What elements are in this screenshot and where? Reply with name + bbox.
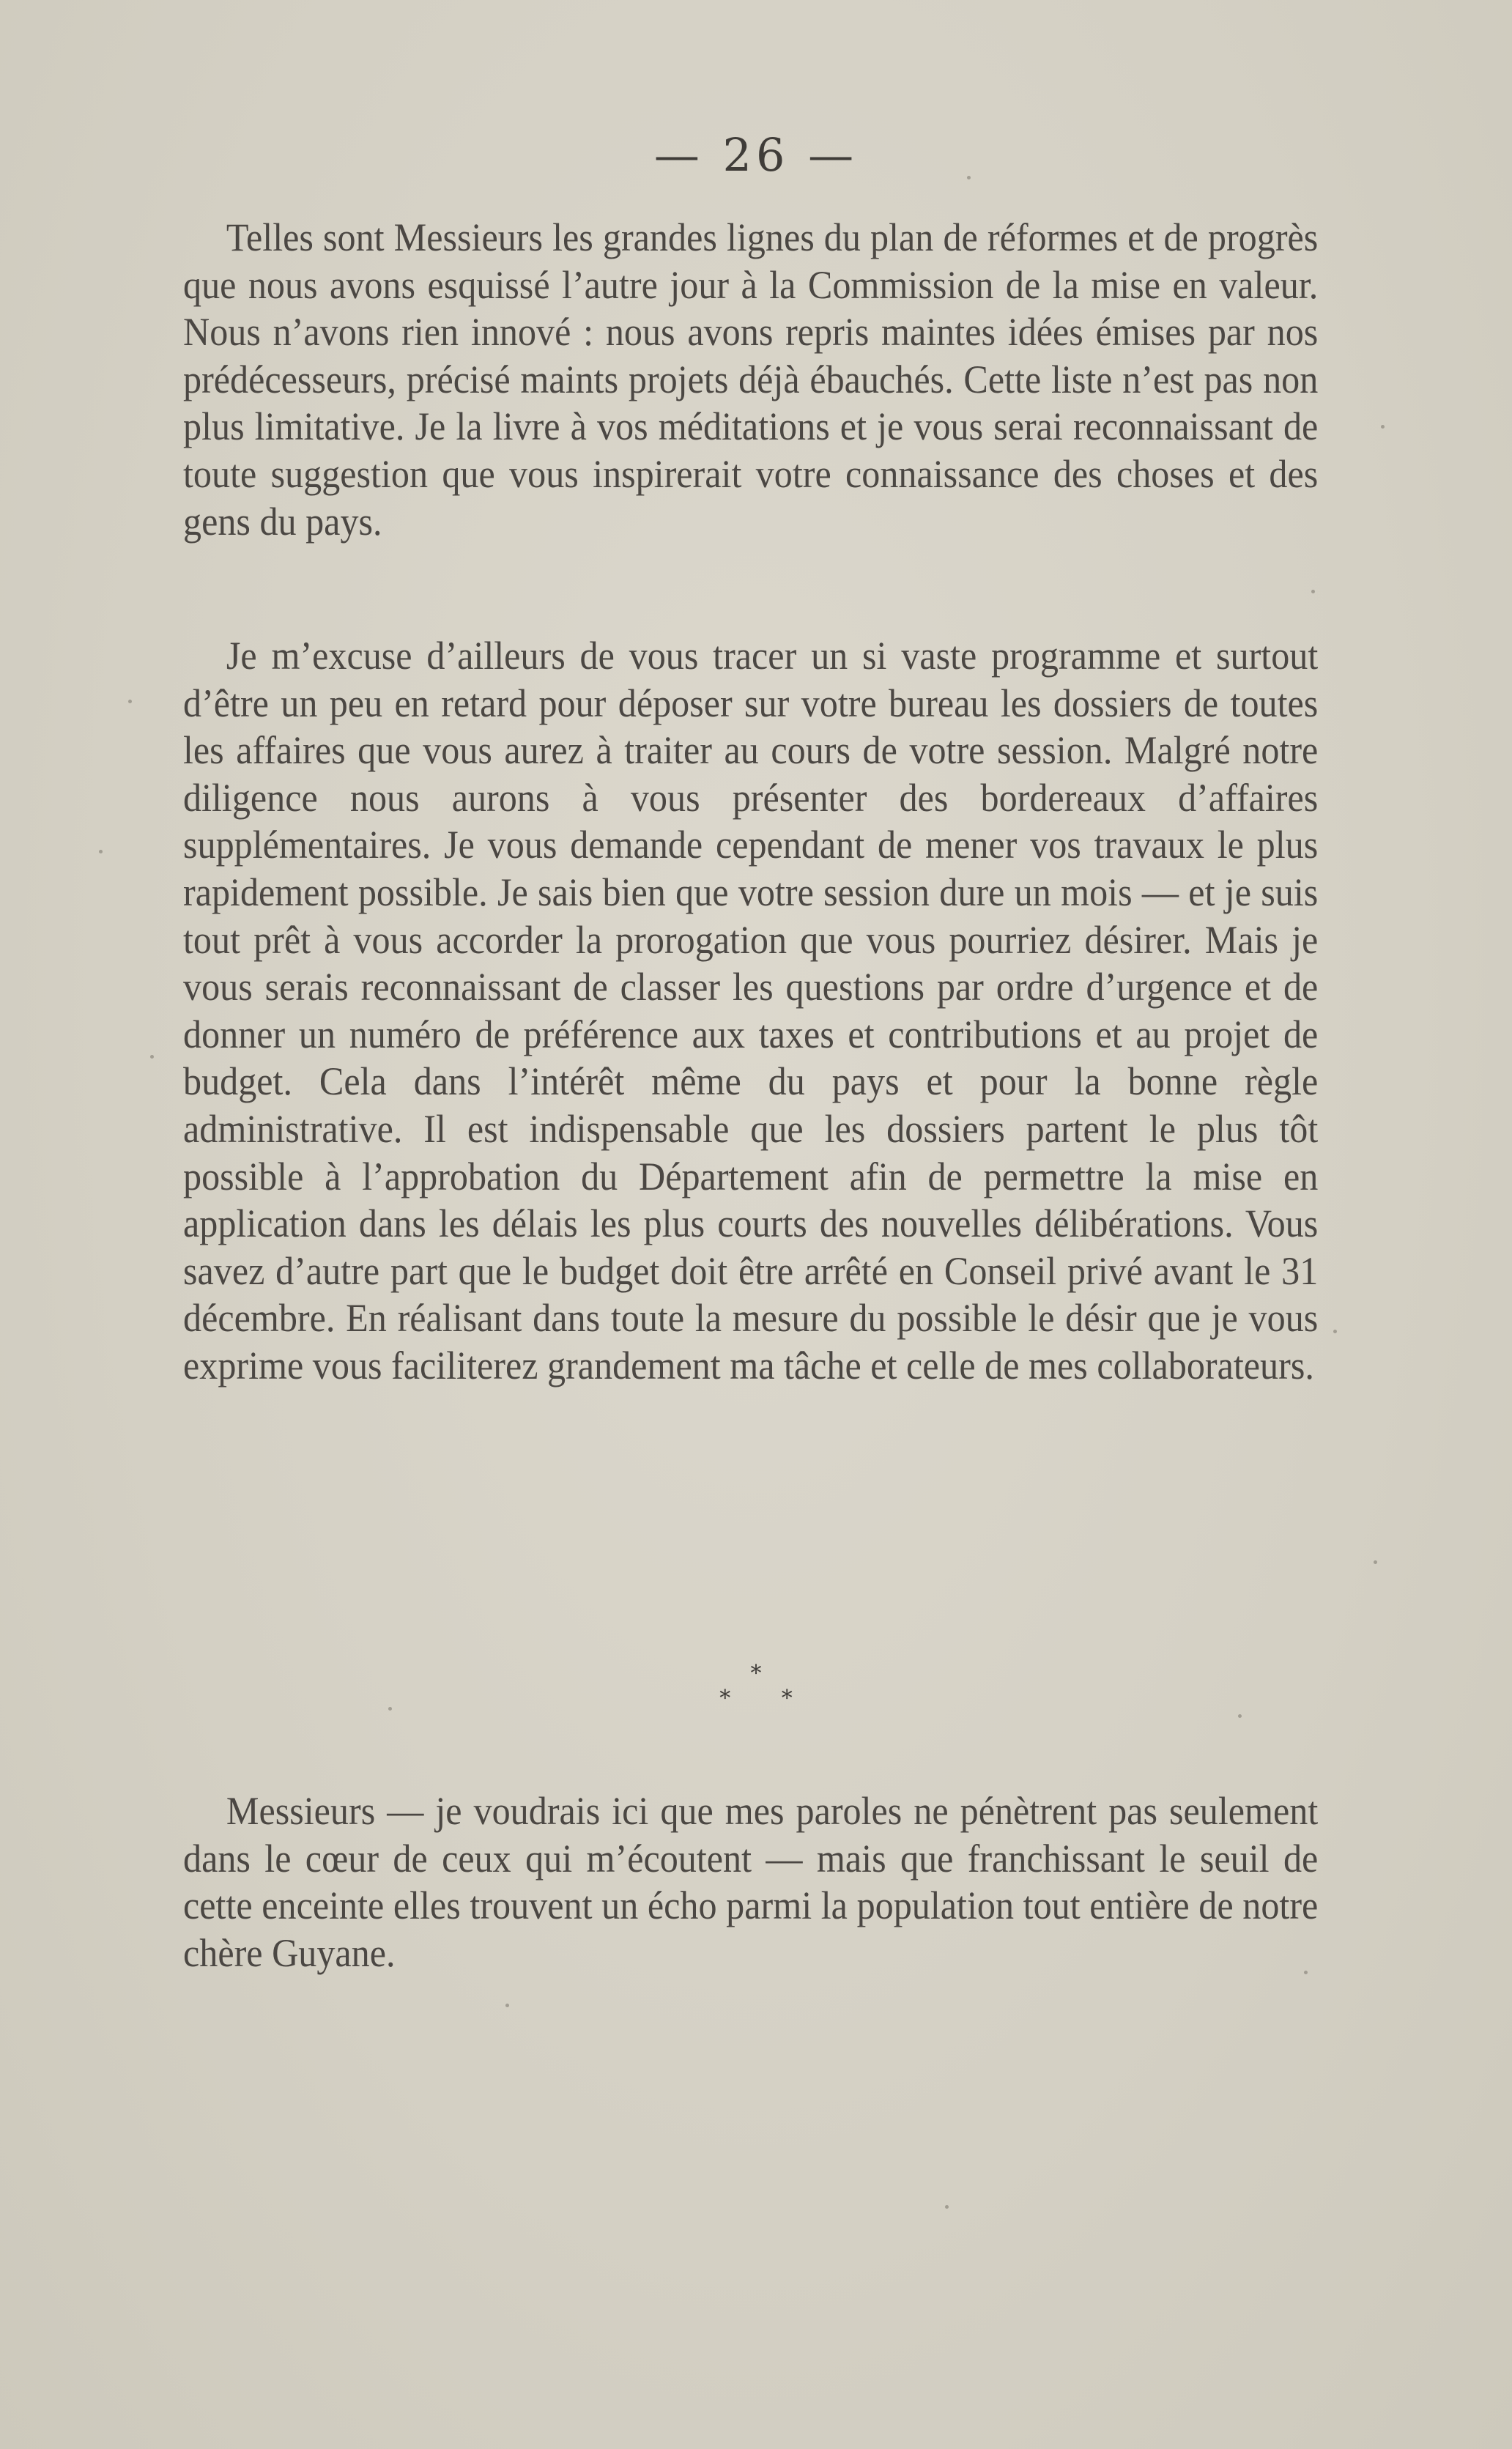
paper-speck (1311, 590, 1315, 593)
paper-speck (967, 176, 971, 179)
paper-speck (99, 850, 103, 853)
paragraph-text: Telles sont Messieurs les grandes lignes du plan de réformes et de progrès que nous avons esquissé l’autre jour à la Commission de la mise en valeur. Nous n’avons rien innové : nous avons repris maintes idées émises par nos prédécesseurs, précisé maints projets déjà ébauchés. Cette liste n’est pas non plus limitative. Je la livre à vos méditations et je vous serai reconnaissant de toute suggestion que vous inspirerait votre connaissance des choses et des gens du pays. (183, 215, 1319, 544)
paper-speck (1238, 1714, 1242, 1718)
asterism-top: * (750, 1661, 762, 1686)
paragraph-3 (183, 1787, 1318, 1976)
paper-speck (945, 2205, 949, 2209)
paragraph-text: Je m’excuse d’ailleurs de vous tracer un si vaste programme et surtout d’être un peu en retard pour déposer sur votre bureau les dossiers de toutes les affaires que vous aurez à traiter au cours de votre session. Malgré notre diligence nous aurons à vous présenter des bordereaux d’affaires supplémentaires. Je vous demande cependant de mener vos travaux le plus rapidement possible. Je sais bien que votre session dure un mois — et je suis tout prêt à vous accorder la prorogation que vous pourriez désirer. Mais je vous serais reconnaissant de classer les questions par ordre d’urgence et de donner un numéro de préférence aux taxes et contributions et au projet de budget. Cela dans l’intérêt même du pays et pour la bonne règle administrative. Il est indispensable que les dossiers partent le plus tôt possible à l’approbation du Département afin de permettre la mise en application dans les délais les plus courts des nouvelles délibérations. Vous savez d’autre part que le budget doit être arrêté en Conseil privé avant le 31 décembre. En réalisant dans toute la mesure du possible le désir que je vous exprime vous faciliterez grandement ma tâche et celle de mes collaborateurs. (183, 633, 1319, 1387)
paragraph-text: Messieurs — je voudrais ici que mes paroles ne pénètrent pas seulement dans le cœur de ceux qui m’écoutent — mais que franchissant le seuil de cette enceinte elles trouvent un écho parmi la population tout entière de notre chère Guyane. (183, 1788, 1319, 1975)
paper-speck (1374, 1560, 1377, 1564)
paper-speck (128, 700, 132, 703)
paper-speck (1381, 425, 1385, 429)
page-number: — 26 — (653, 128, 859, 182)
paragraph-1 (183, 214, 1318, 545)
paper-speck (505, 2004, 509, 2007)
paper-speck (1333, 1330, 1337, 1333)
paper-speck (150, 1055, 154, 1059)
paper-speck (388, 1707, 392, 1711)
paper-speck (1304, 1971, 1308, 1974)
paragraph-2 (183, 632, 1318, 1390)
asterism-bottom: * * (719, 1686, 815, 1711)
asterism-ornament (0, 1661, 1512, 1711)
